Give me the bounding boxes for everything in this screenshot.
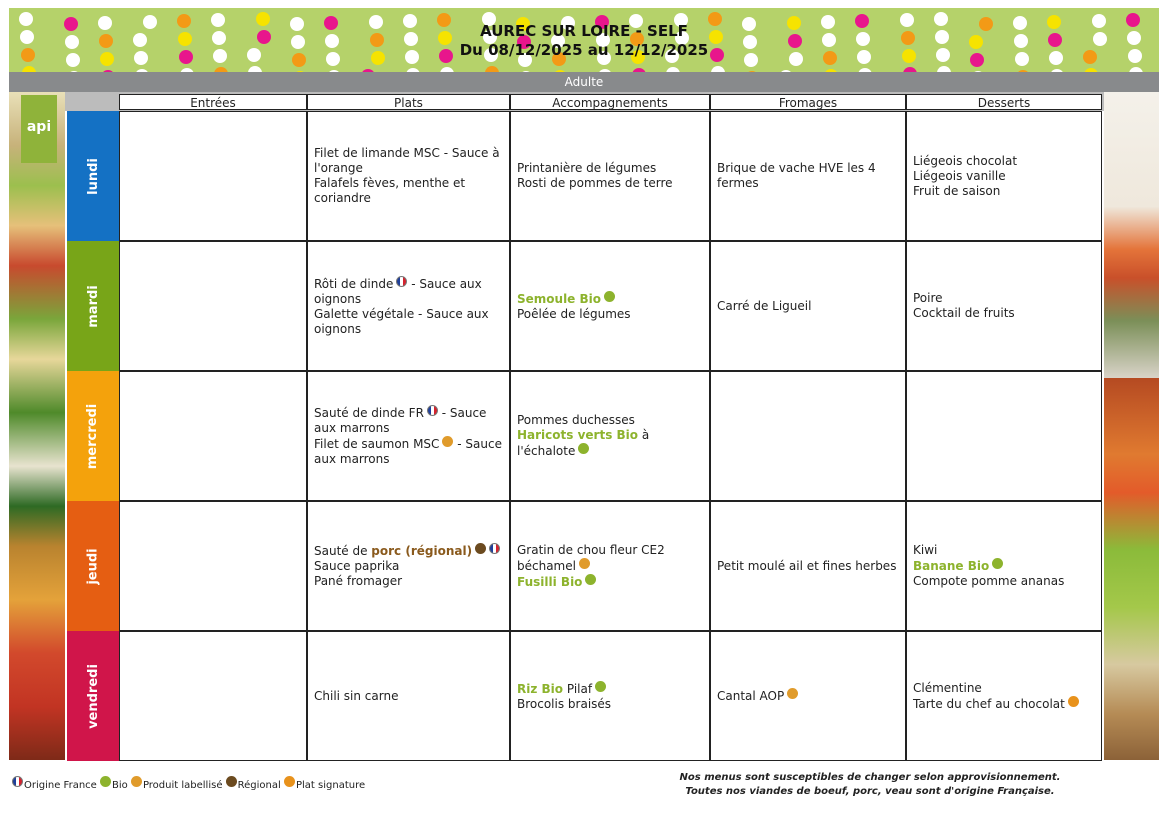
bio-leaf-icon: [604, 291, 615, 302]
regional-icon: [475, 543, 486, 554]
day-row-mardi: [65, 241, 1104, 371]
menu-item: [517, 161, 703, 176]
note-line: Toutes nos viandes de boeuf, porc, veau sont d'origine Française.: [685, 786, 1055, 797]
item-text: Liégeois vanille: [913, 168, 1006, 183]
menu-cell-plats: [307, 501, 510, 631]
label-badge-icon: [442, 436, 453, 447]
item-text: à l'échalote: [517, 428, 650, 458]
footer-notes: [640, 771, 1100, 799]
menu-item: [913, 696, 1095, 712]
legend-label: Produit labellisé: [142, 780, 226, 791]
item-text: Cocktail de fruits: [913, 306, 1015, 320]
menu-item: [314, 405, 503, 436]
right-decoration-image-top: [1104, 92, 1159, 378]
menu-cell-accompagnements: [510, 631, 710, 761]
note-line: Nos menus sont susceptibles de changer selon approvisionnement.: [679, 772, 1061, 783]
menu-item: [913, 291, 1095, 306]
bio-leaf-icon: [100, 776, 111, 787]
menu-cell-entrees: [119, 631, 307, 761]
menu-cell-entrees: [119, 371, 307, 501]
day-row-vendredi: [65, 631, 1104, 761]
menu-item: [517, 176, 703, 191]
day-label-cell: [67, 631, 119, 761]
menu-cell-entrees: [119, 111, 307, 241]
menu-cell-desserts: [906, 111, 1102, 241]
menu-cell-plats: [307, 371, 510, 501]
item-text: Pilaf: [563, 681, 593, 696]
menu-item: [314, 559, 503, 574]
item-text: Gratin de chou fleur CE2 béchamel: [517, 542, 665, 573]
column-header: Desserts: [906, 94, 1102, 110]
item-text: Pané fromager: [314, 574, 403, 588]
item-text: Rosti de pommes de terre: [517, 176, 673, 190]
bio-leaf-icon: [585, 574, 596, 585]
day-name: mercredi: [85, 403, 101, 469]
item-text: Falafels fèves, menthe et coriandre: [314, 176, 466, 205]
france-flag-icon: [427, 405, 438, 416]
menu-item: [913, 681, 1095, 696]
item-text: Liégeois chocolat: [913, 153, 1018, 168]
menu-item: [717, 299, 899, 314]
menu-item: [314, 574, 503, 589]
item-text: Filet de limande MSC - Sauce à l'orange: [314, 146, 500, 175]
menu-cell-fromages: [710, 501, 906, 631]
bio-item-text: Haricots verts Bio: [517, 428, 639, 442]
item-text: Kiwi: [913, 543, 938, 557]
item-text: Petit moulé ail et fines herbes: [717, 558, 897, 573]
section-bar: Adulte: [9, 72, 1159, 92]
day-row-mercredi: [65, 371, 1104, 501]
page-subtitle: Du 08/12/2025 au 12/12/2025: [459, 41, 709, 59]
item-text: Brique de vache HVE les 4 fermes: [717, 161, 876, 190]
item-text: Rôti de dinde: [314, 276, 394, 291]
menu-item: [314, 689, 503, 704]
day-name: vendredi: [85, 663, 101, 729]
regional-icon: [226, 776, 237, 787]
menu-cell-fromages: [710, 371, 906, 501]
legend-label: Régional: [237, 780, 284, 791]
day-label-cell: [67, 241, 119, 371]
menu-item: [913, 154, 1095, 169]
menu-item: [314, 176, 503, 206]
legend-label: Bio: [112, 780, 131, 791]
france-flag-icon: [12, 776, 23, 787]
day-row-lundi: [65, 111, 1104, 241]
menu-item: [517, 681, 703, 697]
menu-item: [913, 169, 1095, 184]
menu-item: [717, 161, 899, 191]
item-text: Clémentine: [913, 680, 982, 695]
menu-cell-entrees: [119, 501, 307, 631]
menu-cell-plats: [307, 241, 510, 371]
bio-item-text: Riz Bio: [517, 681, 564, 696]
item-text: - Sauce aux marrons: [314, 406, 487, 435]
legend: [12, 776, 365, 793]
right-decoration-image-bottom: [1104, 378, 1159, 760]
chef-signature-icon: [284, 776, 295, 787]
label-badge-icon: [787, 688, 798, 699]
menu-item: [517, 574, 703, 590]
header-banner: [9, 8, 1159, 72]
menu-cell-accompagnements: [510, 501, 710, 631]
menu-cell-desserts: [906, 501, 1102, 631]
item-text: Galette végétale - Sauce aux oignons: [314, 306, 489, 336]
france-flag-icon: [489, 543, 500, 554]
bio-item-text: Semoule Bio: [517, 291, 602, 306]
day-label-cell: [67, 371, 119, 501]
item-text: - Sauce aux oignons: [314, 276, 482, 306]
menu-item: [913, 306, 1095, 321]
menu-item: [314, 146, 503, 176]
menu-cell-desserts: [906, 631, 1102, 761]
column-header: Entrées: [119, 94, 307, 110]
item-text: Filet de saumon MSC: [314, 437, 440, 451]
column-header: Fromages: [710, 94, 906, 110]
menu-item: [517, 543, 703, 574]
day-name: lundi: [85, 157, 101, 195]
menu-cell-desserts: [906, 371, 1102, 501]
bio-leaf-icon: [595, 681, 606, 692]
item-text: Fruit de saison: [913, 183, 1001, 198]
item-text: Compote pomme ananas: [913, 574, 1065, 588]
column-header: Accompagnements: [510, 94, 710, 110]
menu-item: [314, 543, 503, 559]
item-text: Brocolis braisés: [517, 696, 612, 711]
day-label-cell: [67, 501, 119, 631]
item-text: - Sauce aux marrons: [314, 437, 502, 466]
item-text: Chili sin carne: [314, 688, 399, 703]
menu-item: [913, 184, 1095, 199]
menu-cell-fromages: [710, 241, 906, 371]
menu-item: [517, 307, 703, 322]
france-flag-icon: [396, 276, 407, 287]
menu-item: [314, 436, 503, 467]
item-text: Cantal AOP: [717, 689, 785, 703]
menu-item: [314, 276, 503, 307]
regional-item-text: porc (régional): [371, 544, 473, 558]
bio-item-text: Banane Bio: [913, 559, 990, 573]
bio-leaf-icon: [578, 443, 589, 454]
item-text: Printanière de légumes: [517, 161, 657, 175]
menu-item: [517, 413, 703, 428]
api-logo: api: [21, 95, 57, 163]
menu-cell-fromages: [710, 111, 906, 241]
menu-cell-plats: [307, 111, 510, 241]
item-text: Sauce paprika: [314, 559, 400, 573]
menu-cell-entrees: [119, 241, 307, 371]
label-badge-icon: [131, 776, 142, 787]
menu-cell-desserts: [906, 241, 1102, 371]
item-text: Poêlée de légumes: [517, 306, 631, 321]
bio-leaf-icon: [992, 558, 1003, 569]
menu-cell-plats: [307, 631, 510, 761]
label-badge-icon: [579, 558, 590, 569]
menu-item: [517, 428, 703, 459]
legend-label: Plat signature: [295, 780, 366, 791]
item-text: Carré de Ligueil: [717, 298, 812, 313]
day-name: jeudi: [85, 547, 101, 585]
menu-cell-accompagnements: [510, 111, 710, 241]
item-text: Tarte du chef au chocolat: [913, 696, 1065, 711]
day-name: mardi: [85, 284, 101, 328]
menu-cell-accompagnements: [510, 371, 710, 501]
bio-item-text: Fusilli Bio: [517, 574, 583, 589]
item-text: Pommes duchesses: [517, 413, 635, 427]
day-row-jeudi: [65, 501, 1104, 631]
menu-item: [717, 688, 899, 704]
menu-item: [517, 291, 703, 307]
menu-cell-accompagnements: [510, 241, 710, 371]
menu-cell-fromages: [710, 631, 906, 761]
menu-item: [717, 559, 899, 574]
menu-item: [517, 697, 703, 712]
page-title: AUREC SUR LOIRE - SELF: [480, 22, 688, 40]
menu-item: [314, 307, 503, 337]
legend-label: Origine France: [24, 780, 100, 791]
menu-item: [913, 574, 1095, 589]
day-label-cell: [67, 111, 119, 241]
menu-item: [913, 543, 1095, 558]
chef-signature-icon: [1068, 696, 1079, 707]
header-title-block: [9, 22, 1159, 60]
left-decoration-image: [9, 92, 65, 760]
item-text: Sauté de dinde FR: [314, 406, 424, 420]
item-text: Poire: [913, 291, 943, 305]
menu-item: [913, 558, 1095, 574]
column-header: Plats: [307, 94, 510, 110]
item-text: Sauté de: [314, 544, 372, 558]
